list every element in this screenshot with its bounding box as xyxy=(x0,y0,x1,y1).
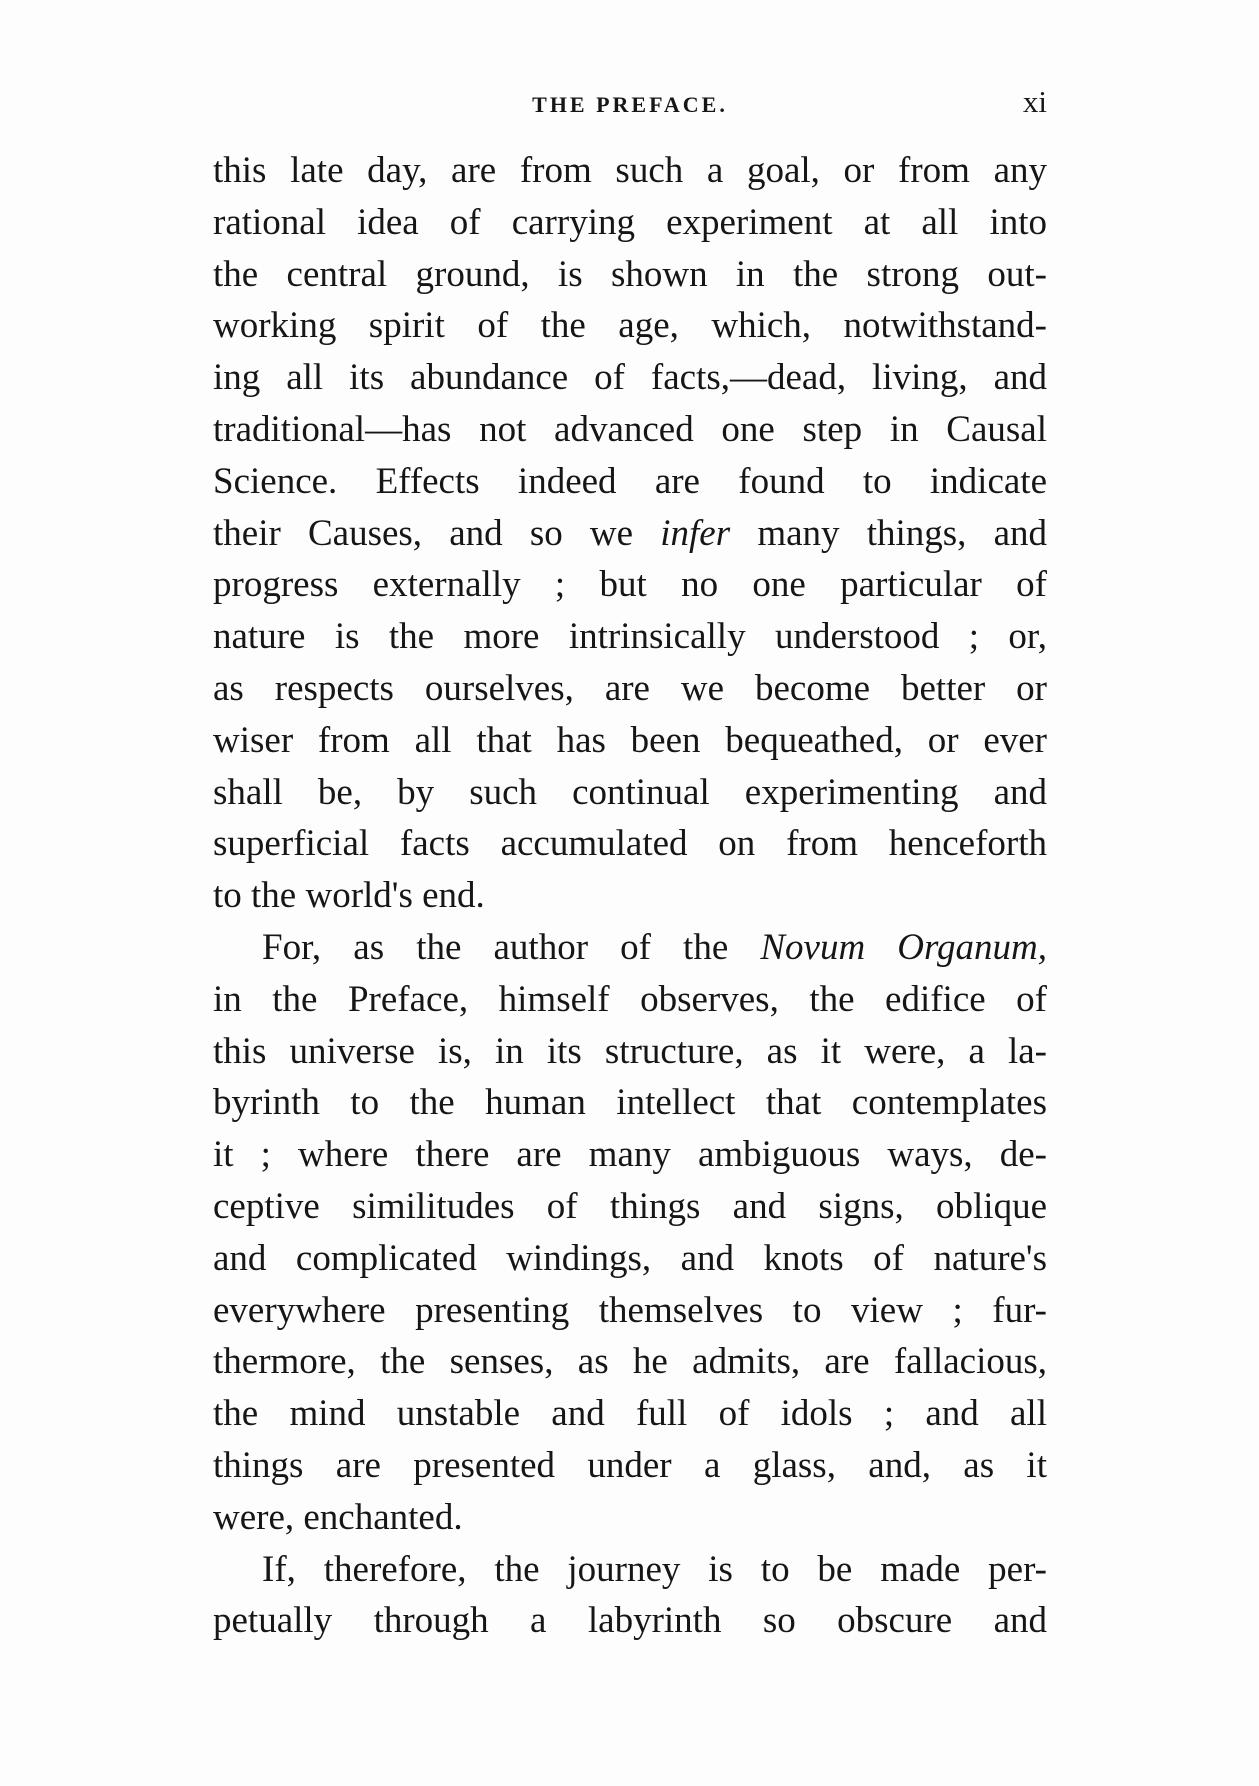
paragraph-3 xyxy=(213,1544,1047,1648)
text-line: progress externally ; but no one particular of xyxy=(213,564,1047,606)
text-line: everywhere presenting themselves to view ; fur- xyxy=(213,1289,1047,1331)
text-line: working spirit of the age, which, notwithstand- xyxy=(213,305,1047,347)
text-line: things are presented under a glass, and, as it xyxy=(213,1444,1047,1486)
text-line: the mind unstable and full of idols ; and all xyxy=(213,1393,1047,1435)
page-number: xi xyxy=(1022,84,1047,119)
text-line xyxy=(213,922,1047,974)
text-line: it ; where there are many ambiguous ways, de- xyxy=(213,1134,1047,1176)
text-line: as respects ourselves, are we become better or xyxy=(213,667,1047,709)
running-head xyxy=(213,84,1047,124)
text-segment: their Causes, and so we xyxy=(213,512,634,554)
text-line: were, enchanted. xyxy=(213,1496,463,1538)
text-line: the central ground, is shown in the strong out- xyxy=(213,253,1047,295)
text-line: ceptive similitudes of things and signs, oblique xyxy=(213,1185,1047,1227)
text-line: thermore, the senses, as he admits, are fallacious, xyxy=(213,1341,1047,1383)
text-line: ing all its abundance of facts,—dead, living, and xyxy=(213,357,1047,399)
italic-word: infer xyxy=(660,512,731,554)
text-line: wiser from all that has been bequeathed, or ever xyxy=(213,719,1047,761)
italic-title: Novum Organum, xyxy=(760,926,1047,968)
running-title: THE PREFACE. xyxy=(532,92,728,117)
text-line: in the Preface, himself observes, the edifice of xyxy=(213,978,1047,1020)
text-line: If, therefore, the journey is to be made per- xyxy=(262,1548,1047,1590)
text-line: this universe is, in its structure, as it were, a la- xyxy=(213,1030,1047,1072)
text-line: this late day, are from such a goal, or from any xyxy=(213,150,1047,191)
text-line: to the world's end. xyxy=(213,875,485,917)
text-line: rational idea of carrying experiment at all into xyxy=(213,201,1047,243)
text-line: byrinth to the human intellect that contemplates xyxy=(213,1082,1047,1124)
text-segment: For, as the author of the xyxy=(262,926,729,968)
text-line: Science. Effects indeed are found to indicate xyxy=(213,460,1047,502)
body-text xyxy=(213,145,1047,1647)
paragraph-2 xyxy=(213,922,1047,1544)
text-line: nature is the more intrinsically understood ; or, xyxy=(213,616,1047,658)
paragraph-1 xyxy=(213,145,1047,922)
text-line xyxy=(213,508,1047,560)
text-segment: many things, and xyxy=(757,512,1047,554)
text-line: traditional—has not advanced one step in Causal xyxy=(213,408,1047,450)
text-line: petually through a labyrinth so obscure and xyxy=(213,1600,1047,1642)
text-line: superficial facts accumulated on from henceforth xyxy=(213,823,1047,865)
text-line: and complicated windings, and knots of nature's xyxy=(213,1237,1047,1279)
text-line: shall be, by such continual experimenting and xyxy=(213,771,1047,813)
